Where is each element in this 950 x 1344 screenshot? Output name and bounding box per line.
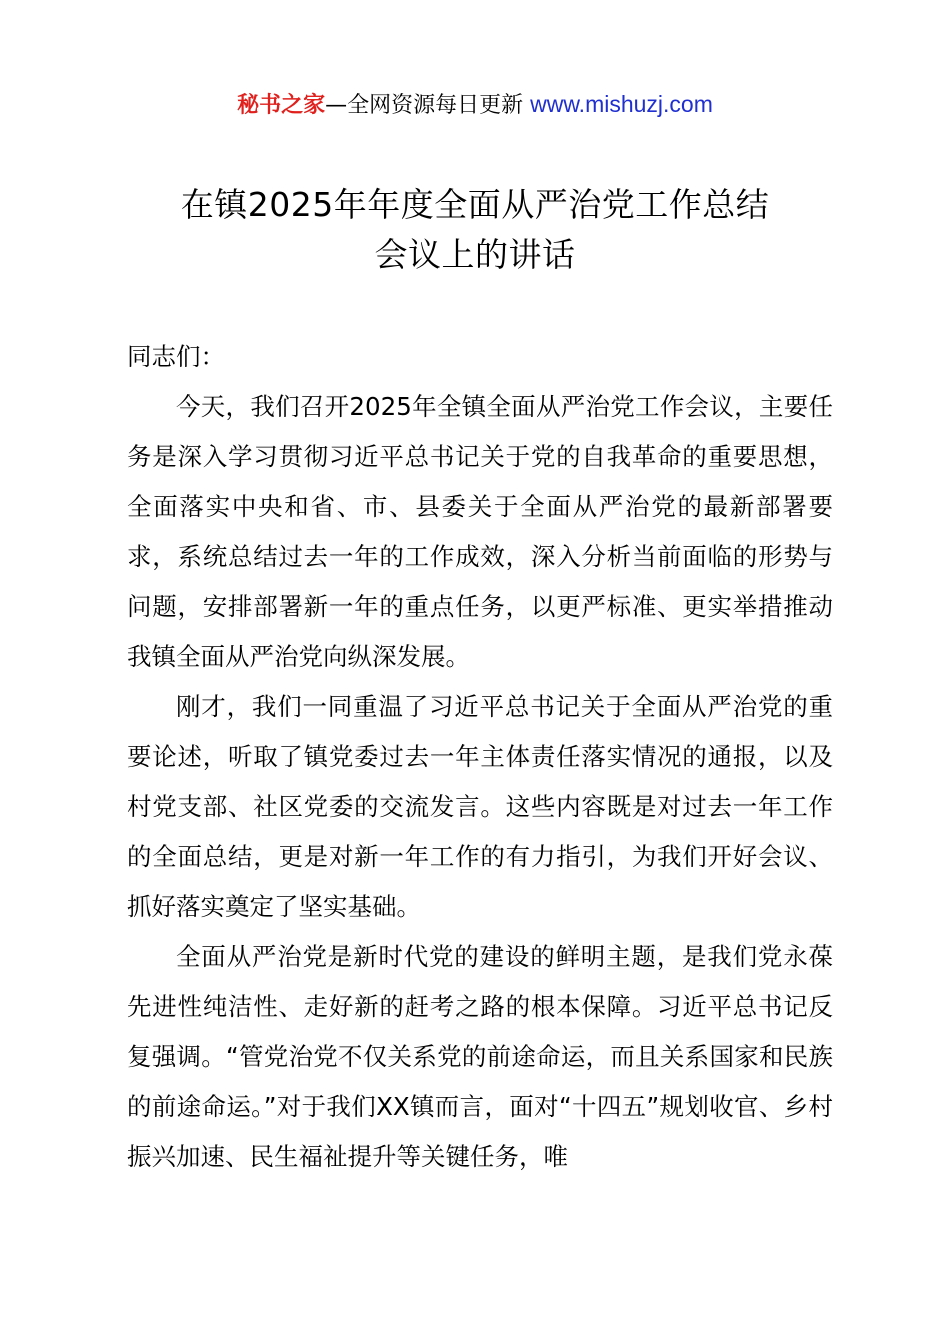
site-url-link[interactable]: www.mishuzj.com <box>530 91 713 117</box>
body-paragraph-1: 今天，我们召开2025年全镇全面从严治党工作会议，主要任务是深入学习贯彻习近平总书记关于党的自我革命的重要思想，全面落实中央和省、市、县委关于全面从严治党的最新部署要求，系统总结过去一年的工作成效，深入分析当前面临的形势与问题，安排部署新一年的重点任务，以更严标准、更实举措推动我镇全面从严治党向纵深发展。 <box>127 392 833 671</box>
site-header <box>0 88 950 122</box>
salutation: 同志们： <box>127 342 225 371</box>
body-paragraph-3: 全面从严治党是新时代党的建设的鲜明主题，是我们党永葆先进性纯洁性、走好新的赶考之路的根本保障。习近平总书记反复强调。“管党治党不仅关系党的前途命运，而且关系国家和民族的前途命运。”对于我们XX镇而言，面对“十四五”规划收官、乡村振兴加速、民生福祉提升等关键任务，唯 <box>127 942 833 1171</box>
title-line-1: 在镇2025年年度全面从严治党工作总结 <box>180 185 770 224</box>
body-paragraph-2: 刚才，我们一同重温了习近平总书记关于全面从严治党的重要论述，听取了镇党委过去一年主体责任落实情况的通报，以及村党支部、社区党委的交流发言。这些内容既是对过去一年工作的全面总结，更是对新一年工作的有力指引，为我们开好会议、抓好落实奠定了坚实基础。 <box>127 692 833 921</box>
title-line-2: 会议上的讲话 <box>374 235 576 274</box>
site-tagline: —全网资源每日更新 <box>325 93 531 118</box>
document-title <box>100 180 850 280</box>
document-body <box>127 332 833 1182</box>
site-brand: 秘书之家 <box>237 93 326 118</box>
